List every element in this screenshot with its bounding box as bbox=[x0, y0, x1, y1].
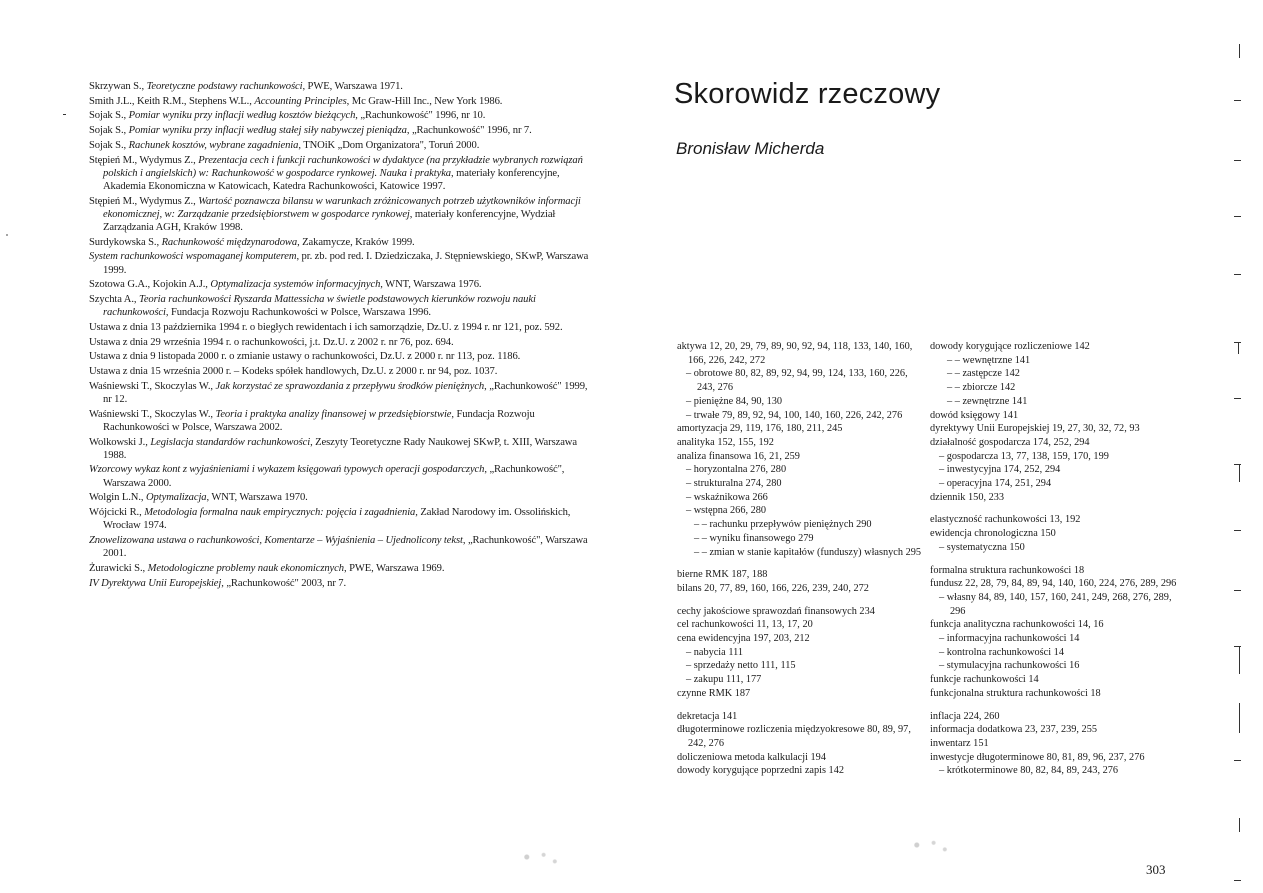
bibliography-entry bbox=[89, 321, 589, 334]
bibliography-details: , materiały konferencyjne, Wydział Zarządzania AGH, Kraków 1998. bbox=[103, 208, 556, 234]
scan-mark bbox=[1234, 160, 1241, 161]
bibliography-author: Ustawa z dnia 15 września 2000 r. – Kodeks spółek handlowych, Dz.U. z 2000 r. nr 94, poz. 1037. bbox=[89, 366, 498, 378]
left-page bbox=[0, 0, 630, 893]
bibliography-author: Sojak S., bbox=[89, 125, 129, 137]
bibliography-author: Sojak S., bbox=[89, 139, 129, 151]
index-entry: funkcje rachunkowości 14 bbox=[930, 674, 1039, 686]
chapter-author: Bronisław Micherda bbox=[676, 139, 825, 158]
bibliography-details: , Zeszyty Teoretyczne Rady Naukowej SKwP, t. XIII, Warszawa 1988. bbox=[103, 436, 577, 461]
bibliography-entry bbox=[89, 491, 589, 504]
index-letter-group bbox=[930, 710, 1180, 779]
index-letter-group bbox=[677, 568, 922, 595]
bibliography-details: , „Rachunkowość", Warszawa 2000. bbox=[103, 464, 565, 489]
index-entry: – – wewnętrzne 141 bbox=[947, 354, 1031, 366]
bibliography-list bbox=[89, 80, 589, 591]
index-entry: – – rachunku przepływów pieniężnych 290 bbox=[694, 519, 872, 531]
bibliography-entry bbox=[89, 534, 589, 560]
bibliography-entry bbox=[89, 506, 589, 532]
bibliography-details: , materiały konferencyjne, Akademia Ekonomiczna w Katowicach, Katedra Rachunkowości, Katowice 1997. bbox=[103, 167, 560, 192]
bibliography-title: Prezentacja cech i funkcji rachunkowości w dydaktyce (na przykładzie wybranych rozwiązań polskich i angielskich) w: Rachunkowość w gospodarce rynkowej. Nauka i praktyka bbox=[103, 154, 583, 179]
index-entry: aktywa 12, 20, 29, 79, 89, 90, 92, 94, 118, 133, 140, 160, 166, 226, 242, 272 bbox=[677, 341, 913, 366]
scan-speck bbox=[6, 234, 8, 236]
scan-mark bbox=[1239, 818, 1240, 832]
index-entry: – – zmian w stanie kapitałów (funduszy) własnych 295 bbox=[694, 546, 922, 558]
index-entry: informacja dodatkowa 23, 237, 239, 255 bbox=[930, 724, 1098, 736]
bibliography-title: IV Dyrektywa Unii Europejskiej bbox=[89, 577, 222, 589]
bibliography-entry bbox=[89, 139, 589, 152]
scan-mark bbox=[1239, 646, 1240, 674]
bibliography-entry bbox=[89, 408, 589, 434]
bibliography-title: Wartość poznawcza bilansu w warunkach zróżnicowanych potrzeb użytkowników informacji ekonomicznej, w: Zarządzanie przedsiębiorstwem w gospodarce rynkowej bbox=[103, 195, 581, 220]
index-entry: – strukturalna 274, 280 bbox=[686, 478, 782, 490]
scan-mark bbox=[1239, 44, 1240, 58]
bibliography-author: Stępień M., Wydymus Z., bbox=[89, 195, 199, 207]
scan-speck bbox=[900, 834, 956, 856]
right-page bbox=[630, 0, 1263, 893]
bibliography-author: Surdykowska S., bbox=[89, 236, 162, 248]
bibliography-author: Żurawicki S., bbox=[89, 562, 148, 574]
bibliography-title: Teoretyczne podstawy rachunkowości bbox=[146, 81, 303, 92]
index-entry: inwestycje długoterminowe 80, 81, 89, 96, 237, 276 bbox=[930, 751, 1145, 763]
index-entry: – inwestycyjna 174, 252, 294 bbox=[939, 464, 1061, 476]
scan-mark bbox=[1234, 590, 1241, 591]
bibliography-author: Stępień M., Wydymus Z., bbox=[89, 154, 199, 166]
bibliography-details: , PWE, Warszawa 1971. bbox=[302, 81, 403, 92]
bibliography-entry bbox=[89, 236, 589, 249]
index-entry: – systematyczna 150 bbox=[939, 541, 1025, 553]
bibliography-details: , Zakamycze, Kraków 1999. bbox=[297, 236, 415, 248]
bibliography-entry bbox=[89, 463, 589, 489]
index-entry: dyrektywy Unii Europejskiej 19, 27, 30, 32, 72, 93 bbox=[930, 423, 1140, 435]
bibliography-details: , „Rachunkowość", Warszawa 2001. bbox=[103, 535, 588, 560]
bibliography-author: Ustawa z dnia 29 września 1994 r. o rachunkowości, j.t. Dz.U. z 2002 r. nr 76, poz. 694. bbox=[89, 336, 454, 348]
index-letter-group bbox=[930, 340, 1180, 504]
scan-mark bbox=[1234, 880, 1241, 881]
bibliography-details: , Fundacja Rozwoju Rachunkowości w Polsce, Warszawa 2002. bbox=[103, 408, 535, 433]
bibliography-entry bbox=[89, 577, 589, 590]
index-entry: – gospodarcza 13, 77, 138, 159, 170, 199 bbox=[939, 450, 1109, 462]
bibliography-author: Waśniewski T., Skoczylas W., bbox=[89, 408, 216, 420]
bibliography-title: System rachunkowości wspomaganej komputerem bbox=[89, 251, 297, 263]
index-entry: analityka 152, 155, 192 bbox=[677, 436, 774, 448]
bibliography-author: Ustawa z dnia 9 listopada 2000 r. o zmianie ustawy o rachunkowości, Dz.U. z 2000 r. nr 113, poz. 1186. bbox=[89, 351, 521, 363]
index-letter-group bbox=[677, 340, 922, 559]
index-entry: funkcjonalna struktura rachunkowości 18 bbox=[930, 687, 1101, 699]
bibliography-title: Teoria i praktyka analizy finansowej w przedsiębiorstwie bbox=[215, 408, 452, 420]
scan-mark bbox=[1234, 100, 1241, 101]
scan-mark bbox=[1238, 342, 1239, 354]
bibliography-author: Waśniewski T., Skoczylas W., bbox=[89, 380, 216, 392]
bibliography-details: , WNT, Warszawa 1970. bbox=[206, 492, 308, 504]
index-entry: – – wyniku finansowego 279 bbox=[694, 532, 814, 544]
scan-mark bbox=[1234, 646, 1241, 647]
bibliography-title: Wzorcowy wykaz kont z wyjaśnieniami i wykazem księgowań typowych operacji gospodarczych bbox=[89, 464, 485, 476]
scan-speck bbox=[510, 846, 566, 868]
index-entry: elastyczność rachunkowości 13, 192 bbox=[930, 514, 1081, 526]
bibliography-details: , pr. zb. pod red. I. Dziedziczaka, J. Stępniewskiego, SKwP, Warszawa 1999. bbox=[103, 251, 589, 276]
bibliography-author: Sojak S., bbox=[89, 110, 129, 122]
bibliography-entry bbox=[89, 109, 589, 122]
page-number: 303 bbox=[1146, 862, 1166, 877]
index-entry: czynne RMK 187 bbox=[677, 687, 751, 699]
bibliography-title: Rachunkowość międzynarodowa bbox=[161, 236, 298, 248]
bibliography-details: , PWE, Warszawa 1969. bbox=[343, 562, 445, 574]
index-entry: – stymulacyjna rachunkowości 16 bbox=[939, 660, 1080, 672]
bibliography-details: , Fundacja Rozwoju Rachunkowości w Polsce, Warszawa 1996. bbox=[165, 307, 431, 319]
scan-mark bbox=[1234, 530, 1241, 531]
bibliography-entry bbox=[89, 154, 589, 194]
bibliography-entry bbox=[89, 95, 589, 108]
bibliography-author: Wolkowski J., bbox=[89, 436, 151, 448]
index-entry: – – zbiorcze 142 bbox=[947, 382, 1016, 394]
index-entry: dowody korygujące rozliczeniowe 142 bbox=[930, 341, 1090, 352]
bibliography-details: , „Rachunkowość" 1999, nr 12. bbox=[103, 380, 588, 405]
bibliography-details: , Zakład Narodowy im. Ossolińskich, Wrocław 1974. bbox=[103, 507, 571, 532]
index-letter-group bbox=[930, 513, 1180, 554]
bibliography-entry bbox=[89, 80, 589, 93]
bibliography-title: Metodologiczne problemy nauk ekonomicznych bbox=[147, 562, 344, 574]
index-entry: – informacyjna rachunkowości 14 bbox=[939, 633, 1080, 645]
scan-mark bbox=[1234, 398, 1241, 399]
bibliography-details: , TNOiK „Dom Organizatora", Toruń 2000. bbox=[298, 139, 480, 151]
index-entry: cel rachunkowości 11, 13, 17, 20 bbox=[677, 619, 813, 631]
bibliography-entry bbox=[89, 250, 589, 276]
bibliography-entry bbox=[89, 436, 589, 462]
index-entry: inwentarz 151 bbox=[930, 737, 989, 749]
bibliography-title: Optymalizacja bbox=[146, 492, 207, 504]
bibliography-details: , WNT, Warszawa 1976. bbox=[380, 279, 482, 291]
index-entry: formalna struktura rachunkowości 18 bbox=[930, 564, 1085, 576]
bibliography-title: Rachunek kosztów, wybrane zagadnienia bbox=[128, 139, 299, 151]
bibliography-title: Jak korzystać ze sprawozdania z przepływu środków pieniężnych bbox=[215, 380, 485, 392]
bibliography-title: Metodologia formalna nauk empirycznych: pojęcia i zagadnienia bbox=[144, 507, 416, 519]
index-column-2 bbox=[930, 340, 1180, 787]
bibliography-author: Szotowa G.A., Kojokin A.J., bbox=[89, 279, 211, 291]
index-entry: – – zewnętrzne 141 bbox=[947, 395, 1028, 407]
index-entry: – sprzedaży netto 111, 115 bbox=[686, 660, 796, 672]
scan-mark bbox=[1234, 274, 1241, 275]
index-entry: – obrotowe 80, 82, 89, 92, 94, 99, 124, 133, 160, 226, 243, 276 bbox=[686, 368, 908, 394]
bibliography-entry bbox=[89, 124, 589, 137]
index-entry: długoterminowe rozliczenia międzyokresowe 80, 89, 97, 242, 276 bbox=[677, 724, 911, 749]
bibliography-details: , „Rachunkowość" 1996, nr 10. bbox=[355, 110, 486, 122]
index-entry: cechy jakościowe sprawozdań finansowych 234 bbox=[677, 605, 875, 617]
bibliography-author: Smith J.L., Keith R.M., Stephens W.L., bbox=[89, 95, 255, 107]
index-entry: fundusz 22, 28, 79, 84, 89, 94, 140, 160, 224, 276, 289, 296 bbox=[930, 578, 1177, 590]
bibliography-entry bbox=[89, 293, 589, 319]
bibliography-details: , „Rachunkowość" 2003, nr 7. bbox=[221, 577, 347, 589]
index-entry: – własny 84, 89, 140, 157, 160, 241, 249, 268, 276, 289, 296 bbox=[939, 591, 1172, 617]
bibliography-title: Legislacja standardów rachunkowości bbox=[150, 436, 311, 448]
bibliography-entry bbox=[89, 195, 589, 235]
bibliography-title: Optymalizacja systemów informacyjnych bbox=[210, 279, 381, 291]
bibliography-author: Skrzywan S., bbox=[89, 81, 147, 92]
index-entry: dowód księgowy 141 bbox=[930, 409, 1019, 421]
index-entry: dekretacja 141 bbox=[677, 710, 738, 722]
index-entry: – kontrolna rachunkowości 14 bbox=[939, 646, 1064, 658]
index-letter-group bbox=[930, 564, 1180, 701]
bibliography-entry bbox=[89, 350, 589, 363]
bibliography-title: Accounting Principles bbox=[254, 95, 347, 107]
bibliography-details: , Mc Graw-Hill Inc., New York 1986. bbox=[346, 95, 503, 107]
index-entry: – trwałe 79, 89, 92, 94, 100, 140, 160, 226, 242, 276 bbox=[686, 409, 903, 421]
index-entry: dziennik 150, 233 bbox=[930, 491, 1005, 503]
index-letter-group bbox=[677, 710, 922, 779]
index-entry: – wstępna 266, 280 bbox=[686, 505, 767, 517]
scan-mark bbox=[1239, 703, 1240, 733]
bibliography-title: Znowelizowana ustawa o rachunkowości, Komentarze – Wyjaśnienia – Ujednolicony tekst bbox=[89, 535, 463, 546]
index-entry: – zakupu 111, 177 bbox=[686, 674, 762, 686]
index-entry: amortyzacja 29, 119, 176, 180, 211, 245 bbox=[677, 423, 843, 435]
bibliography-title: Pomiar wyniku przy inflacji według kosztów bieżących bbox=[128, 110, 356, 122]
index-entry: – operacyjna 174, 251, 294 bbox=[939, 478, 1052, 490]
index-entry: – wskaźnikowa 266 bbox=[686, 491, 768, 503]
bibliography-title: Teoria rachunkowości Ryszarda Mattessicha w świetle podstawowych kierunków rozwoju nauki rachunkowości bbox=[103, 294, 536, 319]
bibliography-entry bbox=[89, 278, 589, 291]
index-entry: – nabycia 111 bbox=[686, 646, 743, 658]
scan-mark bbox=[1234, 760, 1241, 761]
index-entry: bilans 20, 77, 89, 160, 166, 226, 239, 240, 272 bbox=[677, 582, 869, 594]
bibliography-author: Ustawa z dnia 13 października 1994 r. o biegłych rewidentach i ich samorządzie, Dz.U. z 1994 r. nr 121, poz. 592. bbox=[89, 321, 563, 333]
index-entry: – krótkoterminowe 80, 82, 84, 89, 243, 276 bbox=[939, 765, 1119, 777]
index-entry: – horyzontalna 276, 280 bbox=[686, 464, 787, 476]
bibliography-entry bbox=[89, 365, 589, 378]
index-entry: dowody korygujące poprzedni zapis 142 bbox=[677, 765, 844, 777]
index-entry: inflacja 224, 260 bbox=[930, 710, 1000, 722]
index-column-1 bbox=[677, 340, 922, 787]
scan-mark bbox=[1234, 216, 1241, 217]
index-entry: – pieniężne 84, 90, 130 bbox=[686, 395, 783, 407]
bibliography-author: Szychta A., bbox=[89, 294, 139, 306]
index-entry: bierne RMK 187, 188 bbox=[677, 569, 768, 581]
bibliography-author: Wójcicki R., bbox=[89, 507, 145, 519]
bibliography-entry bbox=[89, 562, 589, 575]
index-entry: funkcja analityczna rachunkowości 14, 16 bbox=[930, 619, 1104, 631]
bibliography-entry bbox=[89, 380, 589, 406]
bibliography-author: Wolgin L.N., bbox=[89, 492, 146, 504]
index-entry: cena ewidencyjna 197, 203, 212 bbox=[677, 633, 810, 645]
index-letter-group bbox=[677, 605, 922, 701]
index-entry: analiza finansowa 16, 21, 259 bbox=[677, 450, 800, 462]
index-entry: działalność gospodarcza 174, 252, 294 bbox=[930, 436, 1090, 448]
scan-mark bbox=[63, 114, 66, 115]
bibliography-title: Pomiar wyniku przy inflacji według stałej siły nabywczej pieniądza bbox=[128, 125, 407, 137]
bibliography-details: , „Rachunkowość" 1996, nr 7. bbox=[406, 125, 532, 137]
scan-mark bbox=[1239, 464, 1240, 482]
page-title: Skorowidz rzeczowy bbox=[674, 78, 941, 110]
index-entry: – – zastępcze 142 bbox=[947, 368, 1020, 380]
bibliography-entry bbox=[89, 336, 589, 349]
index-entry: doliczeniowa metoda kalkulacji 194 bbox=[677, 751, 826, 763]
index-entry: ewidencja chronologiczna 150 bbox=[930, 528, 1056, 540]
